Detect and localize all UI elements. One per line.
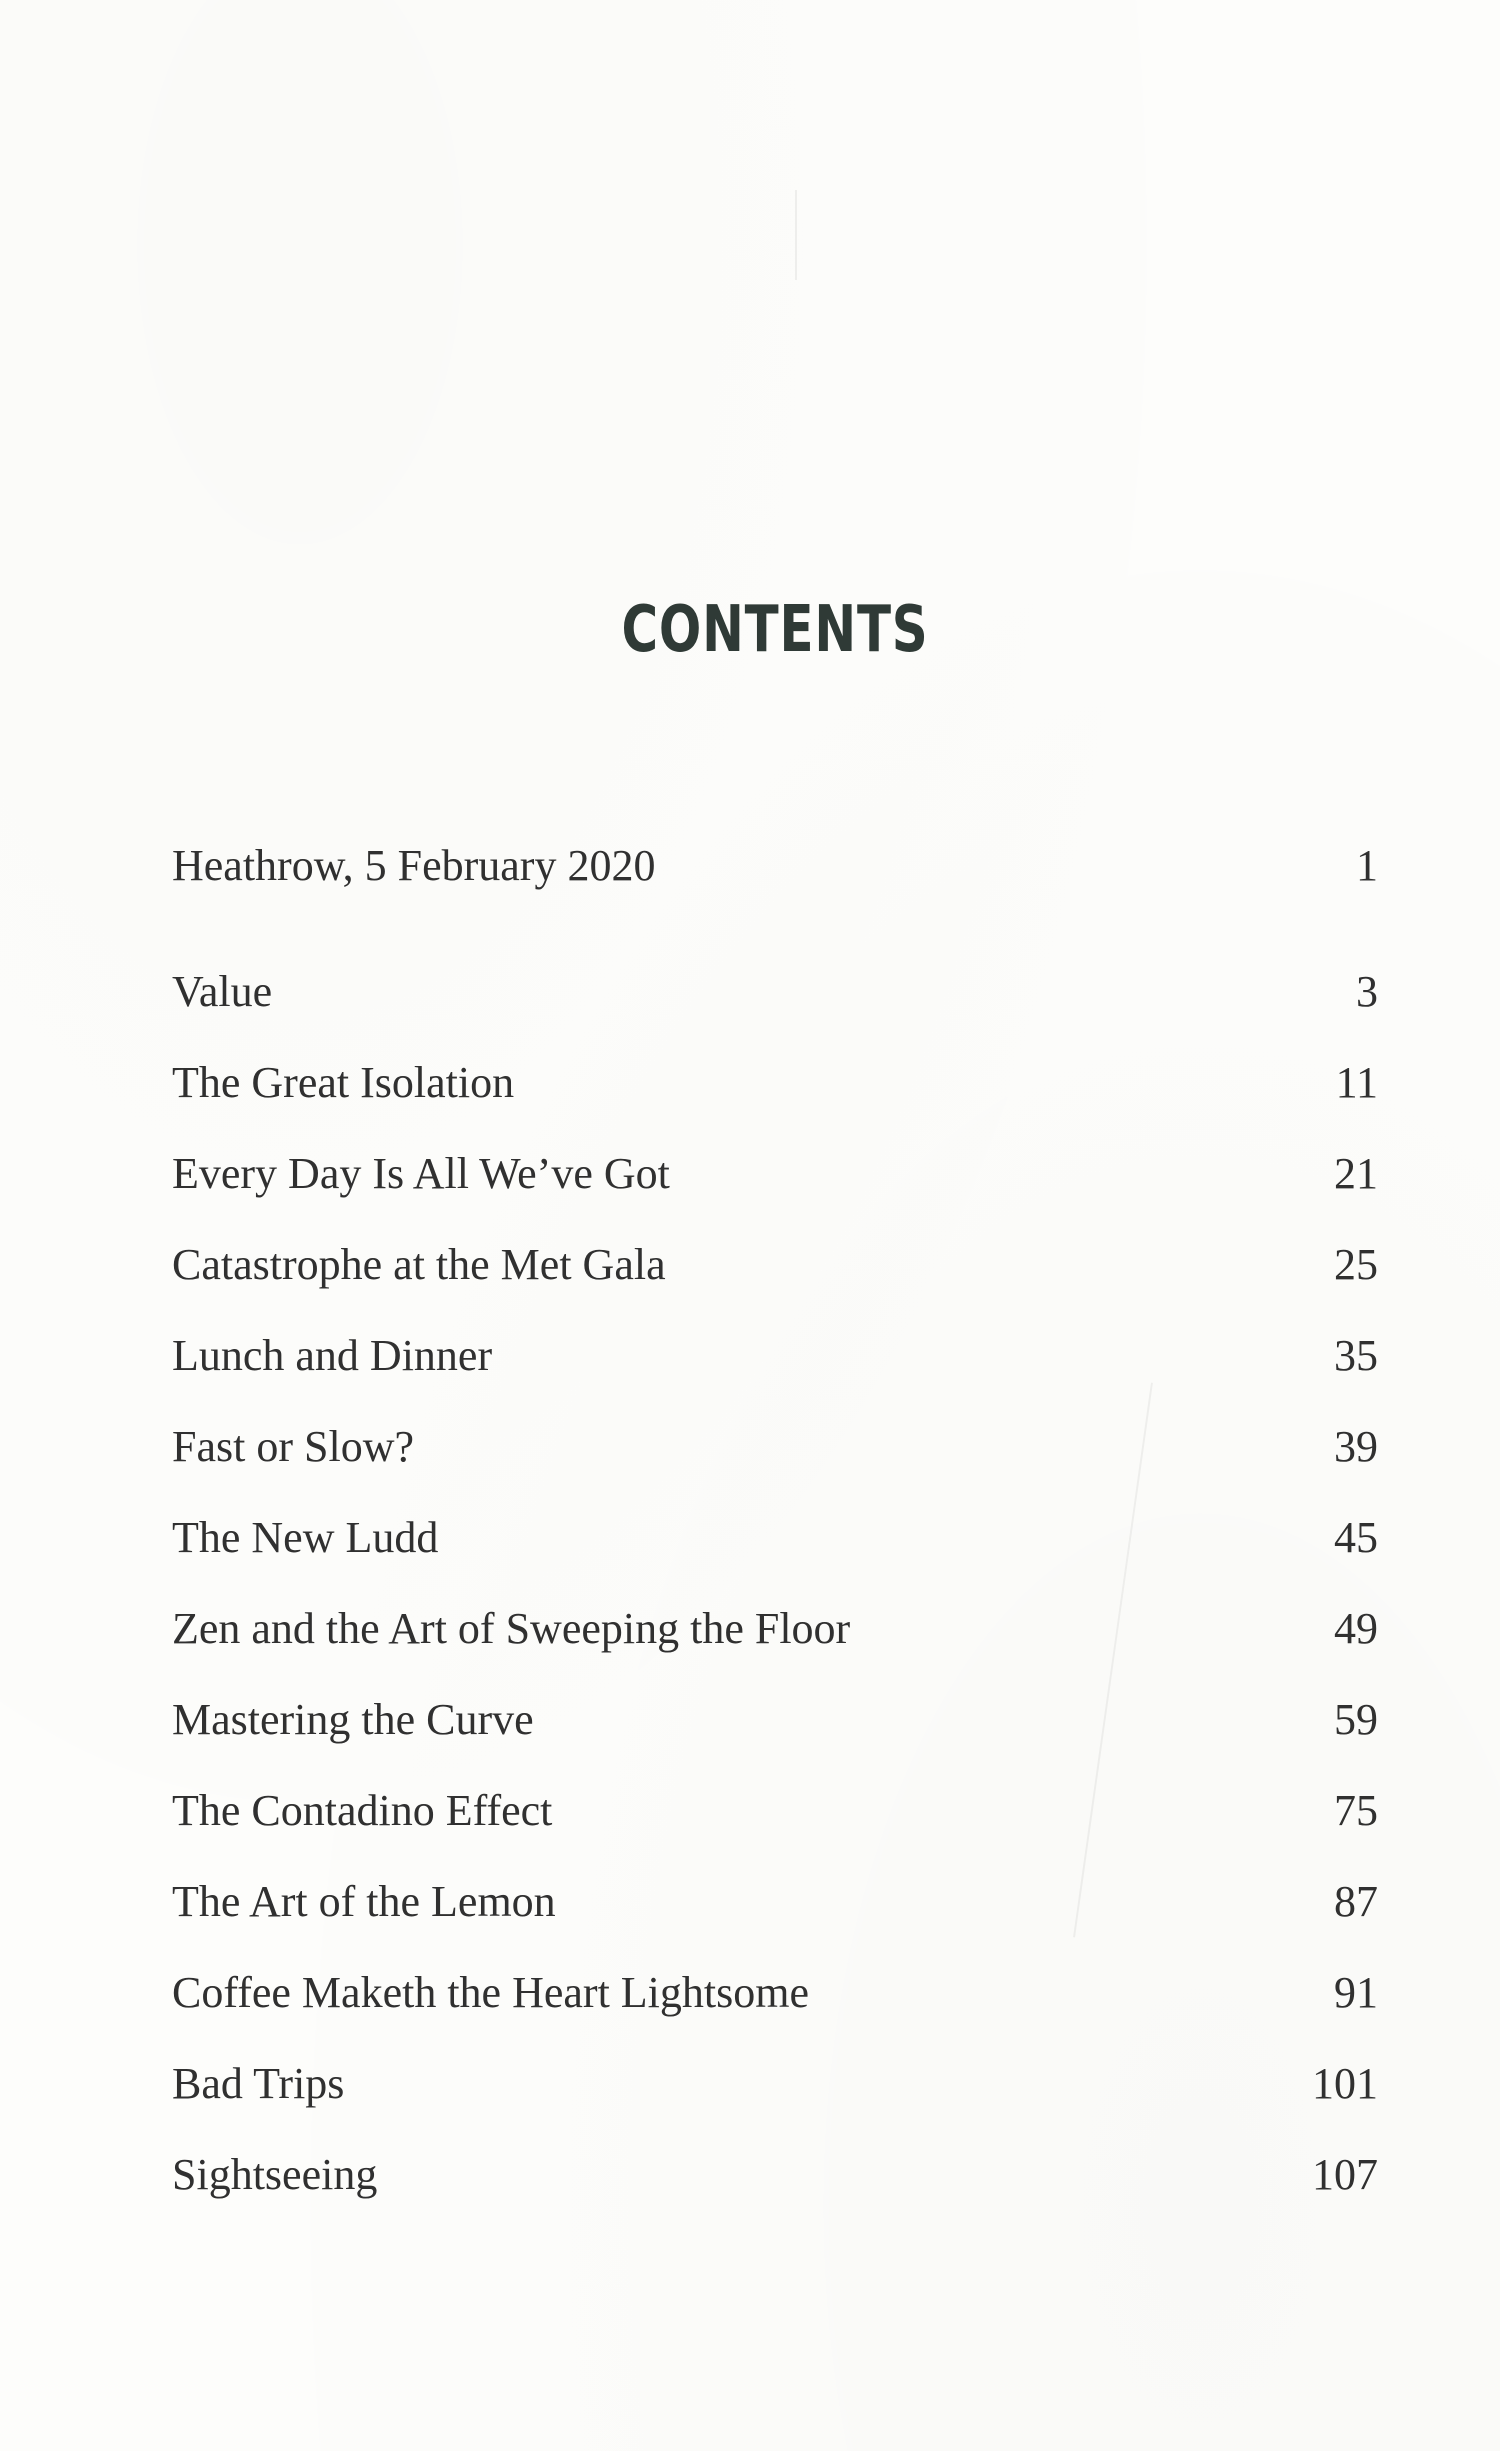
toc-entry[interactable] xyxy=(172,1599,1378,1659)
toc-entry[interactable] xyxy=(172,1690,1378,1750)
toc-entry-title: The Contadino Effect xyxy=(172,1786,553,1835)
toc-entry[interactable] xyxy=(172,962,1378,1022)
toc-entry-page: 39 xyxy=(1334,1422,1378,1471)
contents-heading: CONTENTS xyxy=(621,593,929,667)
toc-entry-title: Zen and the Art of Sweeping the Floor xyxy=(172,1604,851,1653)
toc-entry[interactable] xyxy=(172,1053,1378,1113)
toc-entry-title: Every Day Is All We’ve Got xyxy=(172,1149,670,1198)
toc-entry-page: 1 xyxy=(1356,841,1378,890)
toc-entry[interactable] xyxy=(172,2054,1378,2114)
toc-entry-page: 75 xyxy=(1334,1786,1378,1835)
toc-entry-title: Coffee Maketh the Heart Lightsome xyxy=(172,1968,809,2017)
toc-entry-title: The Art of the Lemon xyxy=(172,1877,556,1926)
toc-entry[interactable] xyxy=(172,1872,1378,1932)
toc-entry-page: 21 xyxy=(1334,1149,1378,1198)
toc-entry-page: 91 xyxy=(1334,1968,1378,2017)
toc-entry-title: The New Ludd xyxy=(172,1513,439,1562)
toc-entry-page: 11 xyxy=(1335,1058,1378,1107)
toc-entry-title: Bad Trips xyxy=(172,2059,345,2108)
toc-entry-title: Lunch and Dinner xyxy=(172,1331,493,1380)
toc-entry-title: Fast or Slow? xyxy=(172,1422,414,1471)
toc-entry-page: 107 xyxy=(1312,2150,1378,2199)
toc-entry-page: 101 xyxy=(1312,2059,1378,2108)
toc-entry[interactable] xyxy=(172,1417,1378,1477)
toc-entry-page: 45 xyxy=(1334,1513,1378,1562)
toc-entry-title: The Great Isolation xyxy=(172,1058,515,1107)
toc-entry-page: 3 xyxy=(1356,967,1378,1016)
toc-entry-title: Mastering the Curve xyxy=(172,1695,534,1744)
toc-entry[interactable] xyxy=(172,1508,1378,1568)
toc-entry[interactable] xyxy=(172,1326,1378,1386)
toc-entry[interactable] xyxy=(172,1781,1378,1841)
toc-entry[interactable] xyxy=(172,2145,1378,2205)
toc-entry-title: Catastrophe at the Met Gala xyxy=(172,1240,666,1289)
toc-entry-page: 35 xyxy=(1334,1331,1378,1380)
paper-crease xyxy=(795,190,797,280)
toc-entry-title: Value xyxy=(172,967,273,1016)
toc-entry-title: Heathrow, 5 February 2020 xyxy=(172,841,656,890)
toc-entry-title: Sightseeing xyxy=(172,2150,378,2199)
toc-entry-page: 49 xyxy=(1334,1604,1378,1653)
toc-entry[interactable] xyxy=(172,1963,1378,2023)
toc-entry-page: 25 xyxy=(1334,1240,1378,1289)
toc-entry[interactable] xyxy=(172,1144,1378,1204)
toc-entry-page: 87 xyxy=(1334,1877,1378,1926)
toc-entry-page: 59 xyxy=(1334,1695,1378,1744)
toc-entry[interactable] xyxy=(172,836,1378,896)
toc-entry[interactable] xyxy=(172,1235,1378,1295)
